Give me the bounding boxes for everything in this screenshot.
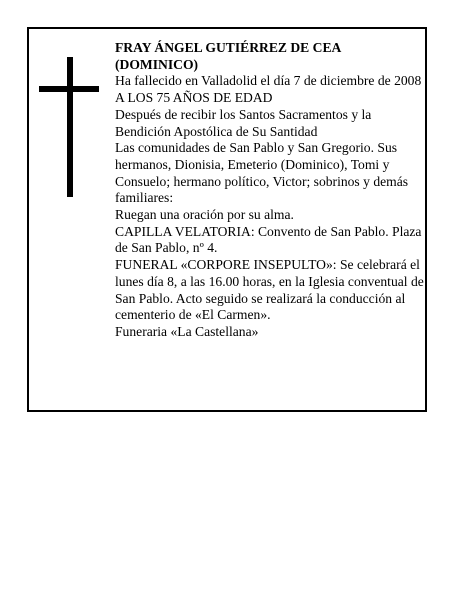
family-list: Las comunidades de San Pablo y San Gregorio. Sus hermanos, Dionisia, Emeterio (Dominico), Tomi y Consuelo; hermano político, Victor; sobrinos y demás familiares: — [115, 140, 409, 206]
death-announcement: Ha fallecido en Valladolid el día 7 de diciembre de 2008 — [115, 73, 422, 89]
deceased-name: FRAY ÁNGEL GUTIÉRREZ DE CEA — [115, 40, 342, 55]
deceased-order: (DOMINICO) — [115, 56, 199, 72]
prayer-request: Ruegan una oración por su alma. — [115, 207, 294, 223]
funeral-info: FUNERAL «CORPORE INSEPULTO»: Se celebrará el lunes día 8, a las 16.00 horas, en la Iglesia conventual de San Pablo. Acto seguido se realizará la conducción al cementerio de «El Carmen». — [115, 257, 424, 323]
notice-text-block — [115, 40, 425, 341]
cross-vertical-bar — [67, 57, 73, 197]
obituary-notice — [27, 27, 427, 412]
sacraments-line: Después de recibir los Santos Sacramentos y la Bendición Apostólica de Su Santidad — [115, 106, 372, 139]
funeral-home: Funeraria «La Castellana» — [115, 323, 259, 339]
chapel-info: CAPILLA VELATORIA: Convento de San Pablo. Plaza de San Pablo, nº 4. — [115, 223, 422, 256]
cross-horizontal-bar — [39, 86, 99, 92]
age-line: A LOS 75 AÑOS DE EDAD — [115, 90, 273, 106]
cross-icon — [29, 29, 30, 30]
